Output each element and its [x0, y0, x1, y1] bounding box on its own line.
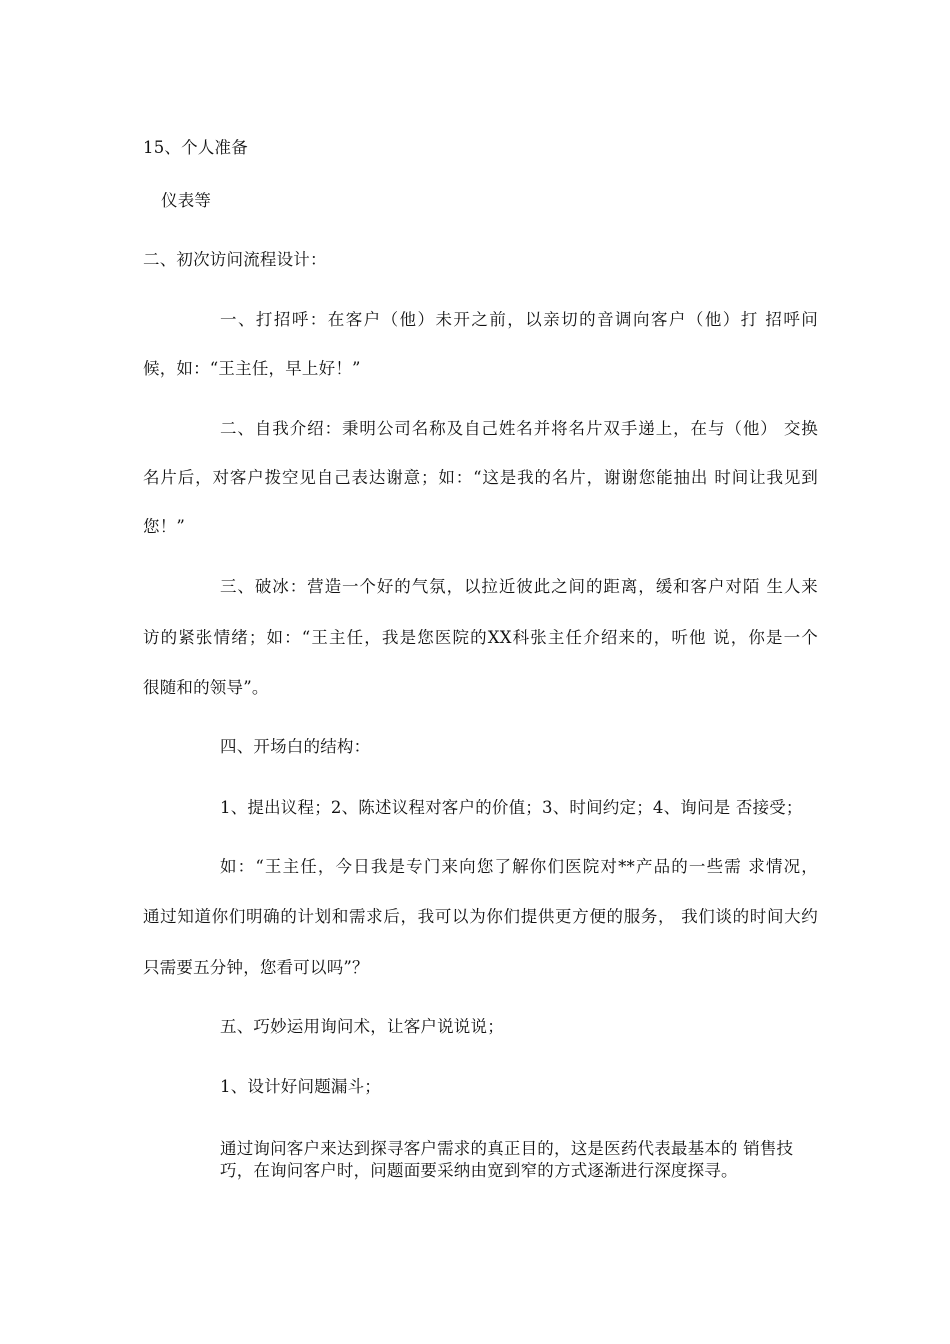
section-opening-structure-title: 四、开场白的结构：	[220, 737, 371, 756]
opening-example-line-2: 通过知道你们明确的计划和需求后，我可以为你们提供更方便的服务， 我们谈的时间大约	[143, 907, 818, 926]
opening-structure-steps: 1、提出议程；2、陈述议程对客户的价值；3、时间约定；4、询问是 否接受；	[220, 798, 803, 817]
paragraph-icebreak-line-1: 三、破冰：营造一个好的气氛，以拉近彼此之间的距离，缓和客户对陌 生人来	[220, 577, 818, 596]
questioning-paragraph: 通过询问客户来达到探寻客户需求的真正目的，这是医药代表最基本的 销售技巧，在询问客户时，问题面要采纳由宽到窄的方式逐渐进行深度探寻。	[220, 1139, 794, 1180]
opening-example-line-3: 只需要五分钟，您看可以吗”？	[143, 958, 369, 977]
paragraph-self-intro-line-2: 名片后，对客户拨空见自己表达谢意；如：“这是我的名片，谢谢您能抽出 时间让我见到	[143, 468, 818, 487]
section-title-first-visit-process: 二、初次访问流程设计：	[143, 250, 327, 269]
section-questioning-title: 五、巧妙运用询问术，让客户说说说；	[220, 1017, 504, 1036]
paragraph-self-intro-line-1: 二、自我介绍：秉明公司名称及自己姓名并将名片双手递上，在与（他） 交换	[220, 419, 818, 438]
paragraph-greeting-line-2: 候，如：“王主任，早上好！”	[143, 359, 361, 378]
paragraph-icebreak-line-3: 很随和的领导”。	[143, 678, 269, 697]
questioning-subitem-funnel: 1、设计好问题漏斗；	[220, 1077, 381, 1096]
paragraph-icebreak-line-2: 访的紧张情绪；如：“王主任，我是您医院的XX科张主任介绍来的，听他 说，你是一个	[143, 628, 818, 647]
paragraph-greeting-line-1: 一、打招呼：在客户（他）未开之前，以亲切的音调向客户（他）打 招呼问	[220, 310, 818, 329]
heading-personal-preparation: 15、个人准备	[143, 138, 248, 157]
paragraph-self-intro-line-3: 您！”	[143, 517, 186, 536]
opening-example-line-1: 如：“王主任，今日我是专门来向您了解你们医院对**产品的一些需 求情况，	[220, 857, 818, 876]
item-appearance: 仪表等	[161, 191, 212, 210]
